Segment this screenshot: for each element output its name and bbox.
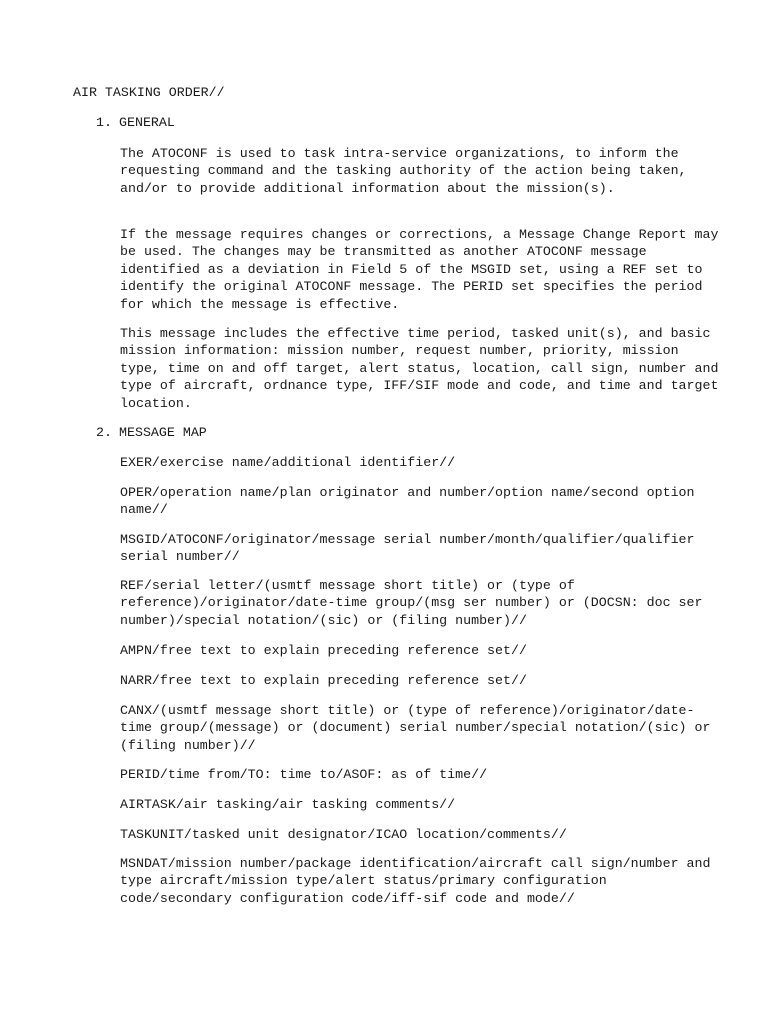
general-paragraph-changes: If the message requires changes or corrections, a Message Change Report may be used. The changes may be transmitted as another ATOCONF message identified as a deviation in Field 5 of the MSGID set, using a REF set to identify the original ATOCONF message. The PERID set specifies the period for which the message is effective. bbox=[120, 227, 719, 312]
section-title: GENERAL bbox=[119, 115, 175, 130]
message-map-entry-exer: EXER/exercise name/additional identifier// bbox=[120, 455, 456, 470]
message-map-entry-narr: NARR/free text to explain preceding reference set// bbox=[120, 673, 527, 688]
general-paragraph-contents: This message includes the effective time period, tasked unit(s), and basic mission information: mission number, request number, priority, mission type, time on and off target, alert status, location, call sign, number and type of aircraft, ordnance type, IFF/SIF mode and code, and time and target location. bbox=[120, 326, 719, 411]
section-number: 2. bbox=[96, 425, 112, 440]
message-map-entry-taskunit: TASKUNIT/tasked unit designator/ICAO location/comments// bbox=[120, 827, 567, 842]
section-heading-general bbox=[96, 114, 175, 131]
message-map-entry-msgid: MSGID/ATOCONF/originator/message serial number/month/qualifier/qualifier serial number// bbox=[120, 532, 695, 565]
section-number: 1. bbox=[96, 115, 112, 130]
message-map-entry-airtask: AIRTASK/air tasking/air tasking comments// bbox=[120, 797, 456, 812]
message-map-entry-perid: PERID/time from/TO: time to/ASOF: as of time// bbox=[120, 767, 488, 782]
message-map-entry-oper: OPER/operation name/plan originator and number/option name/second option name// bbox=[120, 485, 695, 518]
general-paragraph-purpose: The ATOCONF is used to task intra-service organizations, to inform the requesting command and the tasking authority of the action being taken, and/or to provide additional information about the mission(s). bbox=[120, 146, 687, 196]
document-title: AIR TASKING ORDER// bbox=[73, 85, 225, 100]
message-map-entry-msndat: MSNDAT/mission number/package identification/aircraft call sign/number and type aircraft/mission type/alert status/primary configuration code/secondary configuration code/iff-sif code and mode// bbox=[120, 856, 711, 906]
section-heading-message-map bbox=[96, 424, 207, 441]
message-map-entry-ref: REF/serial letter/(usmtf message short title) or (type of reference)/originator/date-time group/(msg ser number) or (DOCSN: doc ser number)/special notation/(sic) or (filing number)// bbox=[120, 578, 703, 628]
message-map-entry-canx: CANX/(usmtf message short title) or (type of reference)/originator/date-time group/(message) or (document) serial number/special notation/(sic) or (filing number)// bbox=[120, 703, 711, 753]
section-title: MESSAGE MAP bbox=[119, 425, 207, 440]
message-map-entry-ampn: AMPN/free text to explain preceding reference set// bbox=[120, 643, 527, 658]
